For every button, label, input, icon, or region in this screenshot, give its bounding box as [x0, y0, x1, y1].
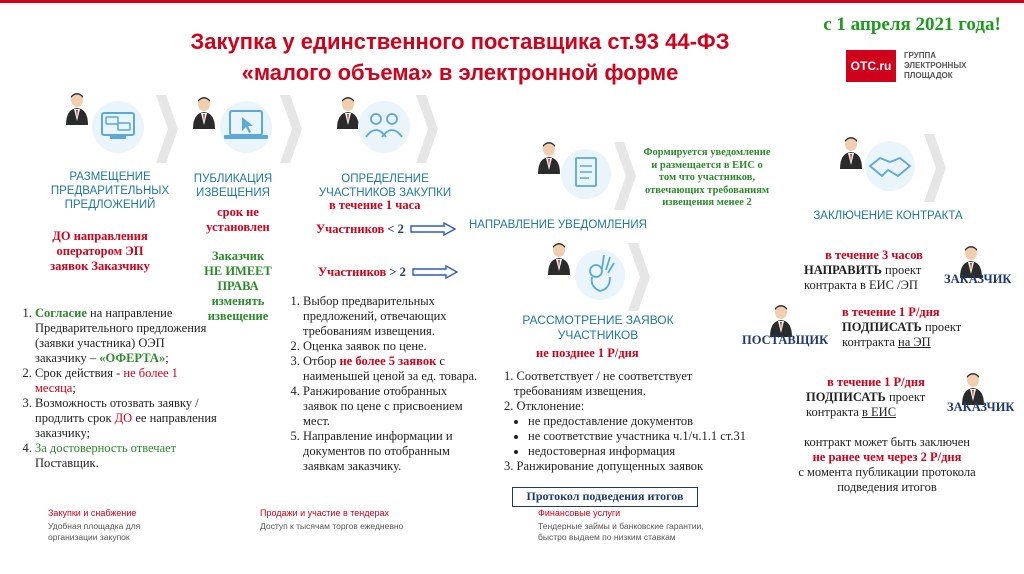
action-verb: ПОДПИСАТЬ: [842, 320, 922, 334]
note-line: не ранее чем через 2 Р/дня: [812, 450, 962, 464]
participants-sign: < 2: [387, 222, 404, 236]
review-deadline: не позднее 1 Р/дня: [536, 346, 639, 360]
logo-caption-line: ЭЛЕКТРОННЫХ: [904, 61, 967, 70]
heading-line: РАЗМЕЩЕНИЕ: [69, 171, 151, 183]
list-item-text: Поставщик.: [35, 456, 99, 470]
contract-step-send: [804, 248, 954, 293]
participants-more-label: [318, 265, 406, 280]
step2-rule: [188, 249, 288, 324]
list-item-text: с наименьшей ценой за ед. товара.: [303, 354, 478, 383]
deadline-line: ДО направления: [52, 229, 148, 243]
action-verb: ПОДПИСАТЬ: [806, 390, 886, 404]
page-title: [140, 26, 780, 88]
participants-less-label: [316, 222, 404, 237]
participants-label: Участников: [318, 265, 390, 279]
person-icon: [64, 91, 90, 125]
notification-note: [626, 147, 788, 210]
note-line: контракт может быть заключен: [804, 435, 970, 449]
list-item: 2. Оценка заявок по цене.: [303, 339, 478, 354]
review-heading: [506, 313, 690, 343]
heading-line: ПУБЛИКАЦИЯ: [193, 173, 273, 185]
effective-date: с 1 апреля 2021 года!: [823, 14, 1001, 35]
highlight-text: не более 1 месяца: [35, 366, 178, 395]
highlight-text: не более 5 заявок: [339, 354, 437, 368]
heading-line: ПРЕДВАРИТЕЛЬНЫХ: [50, 185, 170, 197]
action-target: в ЕИС: [862, 405, 897, 419]
arrow-right-icon: [410, 222, 456, 236]
chat-monitor-icon: [88, 95, 180, 163]
deadline-line: заявок Заказчику: [50, 259, 150, 273]
action-text: проект: [881, 263, 922, 277]
rule-line: извещение: [207, 309, 269, 323]
rule-line: НЕ ИМЕЕТ: [204, 264, 272, 278]
action-text: проект: [921, 320, 962, 334]
customer-label: ЗАКАЗЧИК: [947, 400, 1015, 414]
cursor-monitor-icon: [216, 95, 308, 163]
participants-label: Участников: [316, 222, 388, 236]
list-item-text: ее направления заказчику;: [35, 411, 217, 440]
deadline-line: в течение 1 Р/дня: [842, 305, 940, 319]
action-verb: НАПРАВИТЬ: [804, 263, 882, 277]
contract-heading: ЗАКЛЮЧЕНИЕ КОНТРАКТА: [813, 210, 963, 222]
list-item: 4. Ранжирование отобранных заявок по цене с присвоением мест.: [303, 384, 478, 429]
supplier-label: ПОСТАВЩИК: [742, 333, 829, 347]
contract-step-customer-sign: [806, 375, 956, 420]
arrow-right-icon: [412, 265, 458, 279]
highlight-text: За достоверность отвечает: [35, 441, 177, 455]
title-line-1: Закупка у единственного поставщика ст.93 44-ФЗ: [190, 29, 730, 54]
heading-line: ОПРЕДЕЛЕНИЕ: [341, 173, 429, 185]
note-line: отвечающих требованиям: [644, 184, 770, 196]
rule-line: изменять: [211, 294, 265, 308]
footer-text: Удобная площадка для: [48, 521, 141, 531]
contract-step-supplier-sign: [842, 305, 992, 350]
rule-line: Заказчик: [211, 249, 265, 263]
footer-heading: Продажи и участие в тендерах: [260, 508, 390, 518]
heading-line: ПРЕДЛОЖЕНИЙ: [64, 199, 156, 211]
agreement-term: Согласие: [35, 306, 87, 320]
contract-final-note: [782, 435, 992, 495]
action-text: контракта: [842, 335, 898, 349]
customer-label: ЗАКАЗЧИК: [944, 272, 1012, 286]
reject-reasons: [504, 414, 794, 459]
step3-heading: [296, 172, 474, 200]
deadline-line: в течение 3 часов: [825, 248, 923, 262]
list-item-text: ;: [165, 351, 169, 365]
step3-deadline: в течение 1 часа: [329, 198, 421, 212]
deadline-line: оператором ЭП: [56, 244, 144, 258]
list-item: • не соответствие участника ч.1/ч.1.1 ст.31: [528, 429, 794, 444]
list-item: 5. Направление информации и документов по отобранным заявкам заказчику.: [303, 429, 478, 474]
note-line: подведения итогов: [837, 480, 937, 494]
step1-deadline: [20, 229, 180, 274]
heading-line: ИЗВЕЩЕНИЯ: [196, 187, 270, 199]
list-item-text: Возможность отозвать заявку / продлить срок: [35, 396, 199, 425]
heading-line: УЧАСТНИКОВ ЗАКУПКИ: [318, 187, 452, 199]
person-icon: [191, 95, 217, 129]
notification-label: НАПРАВЛЕНИЕ УВЕДОМЛЕНИЯ: [469, 219, 647, 231]
logo-caption-line: ГРУППА: [904, 51, 937, 60]
person-icon: [768, 303, 794, 337]
action-text: контракта в ЕИС /ЭП: [804, 278, 918, 292]
action-target: на ЭП: [898, 335, 931, 349]
note-line: том что участников,: [658, 172, 756, 183]
action-text: проект: [885, 390, 926, 404]
people-group-icon: [352, 95, 444, 163]
protocol-box: Протокол подведения итогов: [512, 487, 698, 507]
step2-heading: [168, 172, 298, 200]
rule-line: ПРАВА: [217, 279, 259, 293]
footer-heading: Закупки и снабжение: [48, 508, 137, 518]
list-item-text: на направление Предварительного предложения (заявки участника) ОЭП заказчику –: [35, 306, 207, 365]
review-details: [504, 369, 794, 474]
deadline-line: установлен: [206, 220, 270, 234]
review-line: 1. Соответствует / не соответствует: [504, 369, 693, 383]
list-item: • не предоставление документов: [528, 414, 794, 429]
list-item-text: Срок действия -: [35, 366, 124, 380]
handshake-icon: [858, 134, 950, 202]
review-line: требованиям извещения.: [514, 384, 646, 398]
footer-text: Тендерные займы и банковские гарантии,: [538, 521, 704, 531]
footer-heading: Финансовые услуги: [538, 508, 621, 518]
ots-logo[interactable]: [846, 50, 1006, 84]
footer-text: быстро выдаем по низким ставкам: [538, 532, 676, 542]
step1-list: [18, 306, 218, 471]
list-item: [35, 441, 218, 471]
note-line: извещения менее 2: [662, 197, 752, 208]
list-item-text: Отбор: [303, 354, 340, 368]
offer-term: «ОФЕРТА»: [99, 351, 166, 365]
footer-col-sales[interactable]: [260, 508, 460, 532]
deadline-line: в течение 1 Р/дня: [827, 375, 925, 389]
action-text: контракта: [806, 405, 862, 419]
note-line: и размещается в ЕИС о: [651, 159, 763, 171]
footer-text: Доступ к тысячам торгов ежедневно: [260, 521, 404, 531]
step1-heading: [30, 170, 190, 212]
note-line: с момента публикации протокола: [798, 465, 976, 479]
footer-text: организации закупок: [48, 532, 130, 542]
review-line: 3. Ранжирование допущенных заявок: [504, 459, 704, 473]
list-item: [35, 396, 218, 441]
participants-sign: > 2: [389, 265, 406, 279]
logo-caption-line: ПЛОЩАДОК: [904, 71, 953, 80]
list-item-text: ;: [72, 381, 76, 395]
highlight-text: ДО: [114, 411, 133, 425]
footer-col-finance[interactable]: [538, 508, 758, 543]
deadline-line: срок не: [217, 205, 259, 219]
logo-caption: [904, 51, 1004, 81]
ok-hand-icon: [568, 243, 660, 311]
logo-mark: OTC.ru: [846, 50, 896, 82]
step3-list: [286, 294, 478, 474]
list-item: [303, 354, 478, 384]
heading-line: РАССМОТРЕНИЕ ЗАЯВОК: [522, 313, 674, 327]
heading-line: УЧАСТНИКОВ: [557, 328, 639, 342]
footer-col-procurement[interactable]: [48, 508, 228, 543]
review-line: 2. Отклонение:: [504, 399, 585, 413]
list-item: • недостоверная информация: [528, 444, 794, 459]
list-item: 1. Выбор предварительных предложений, отвечающих требованиям извещения.: [303, 294, 478, 339]
title-line-2: «малого объема» в электронной форме: [241, 60, 679, 85]
list-item: [35, 366, 218, 396]
step2-deadline: [188, 205, 288, 235]
note-line: Формируется уведомление: [643, 147, 771, 158]
top-accent-bar: [0, 0, 1024, 3]
